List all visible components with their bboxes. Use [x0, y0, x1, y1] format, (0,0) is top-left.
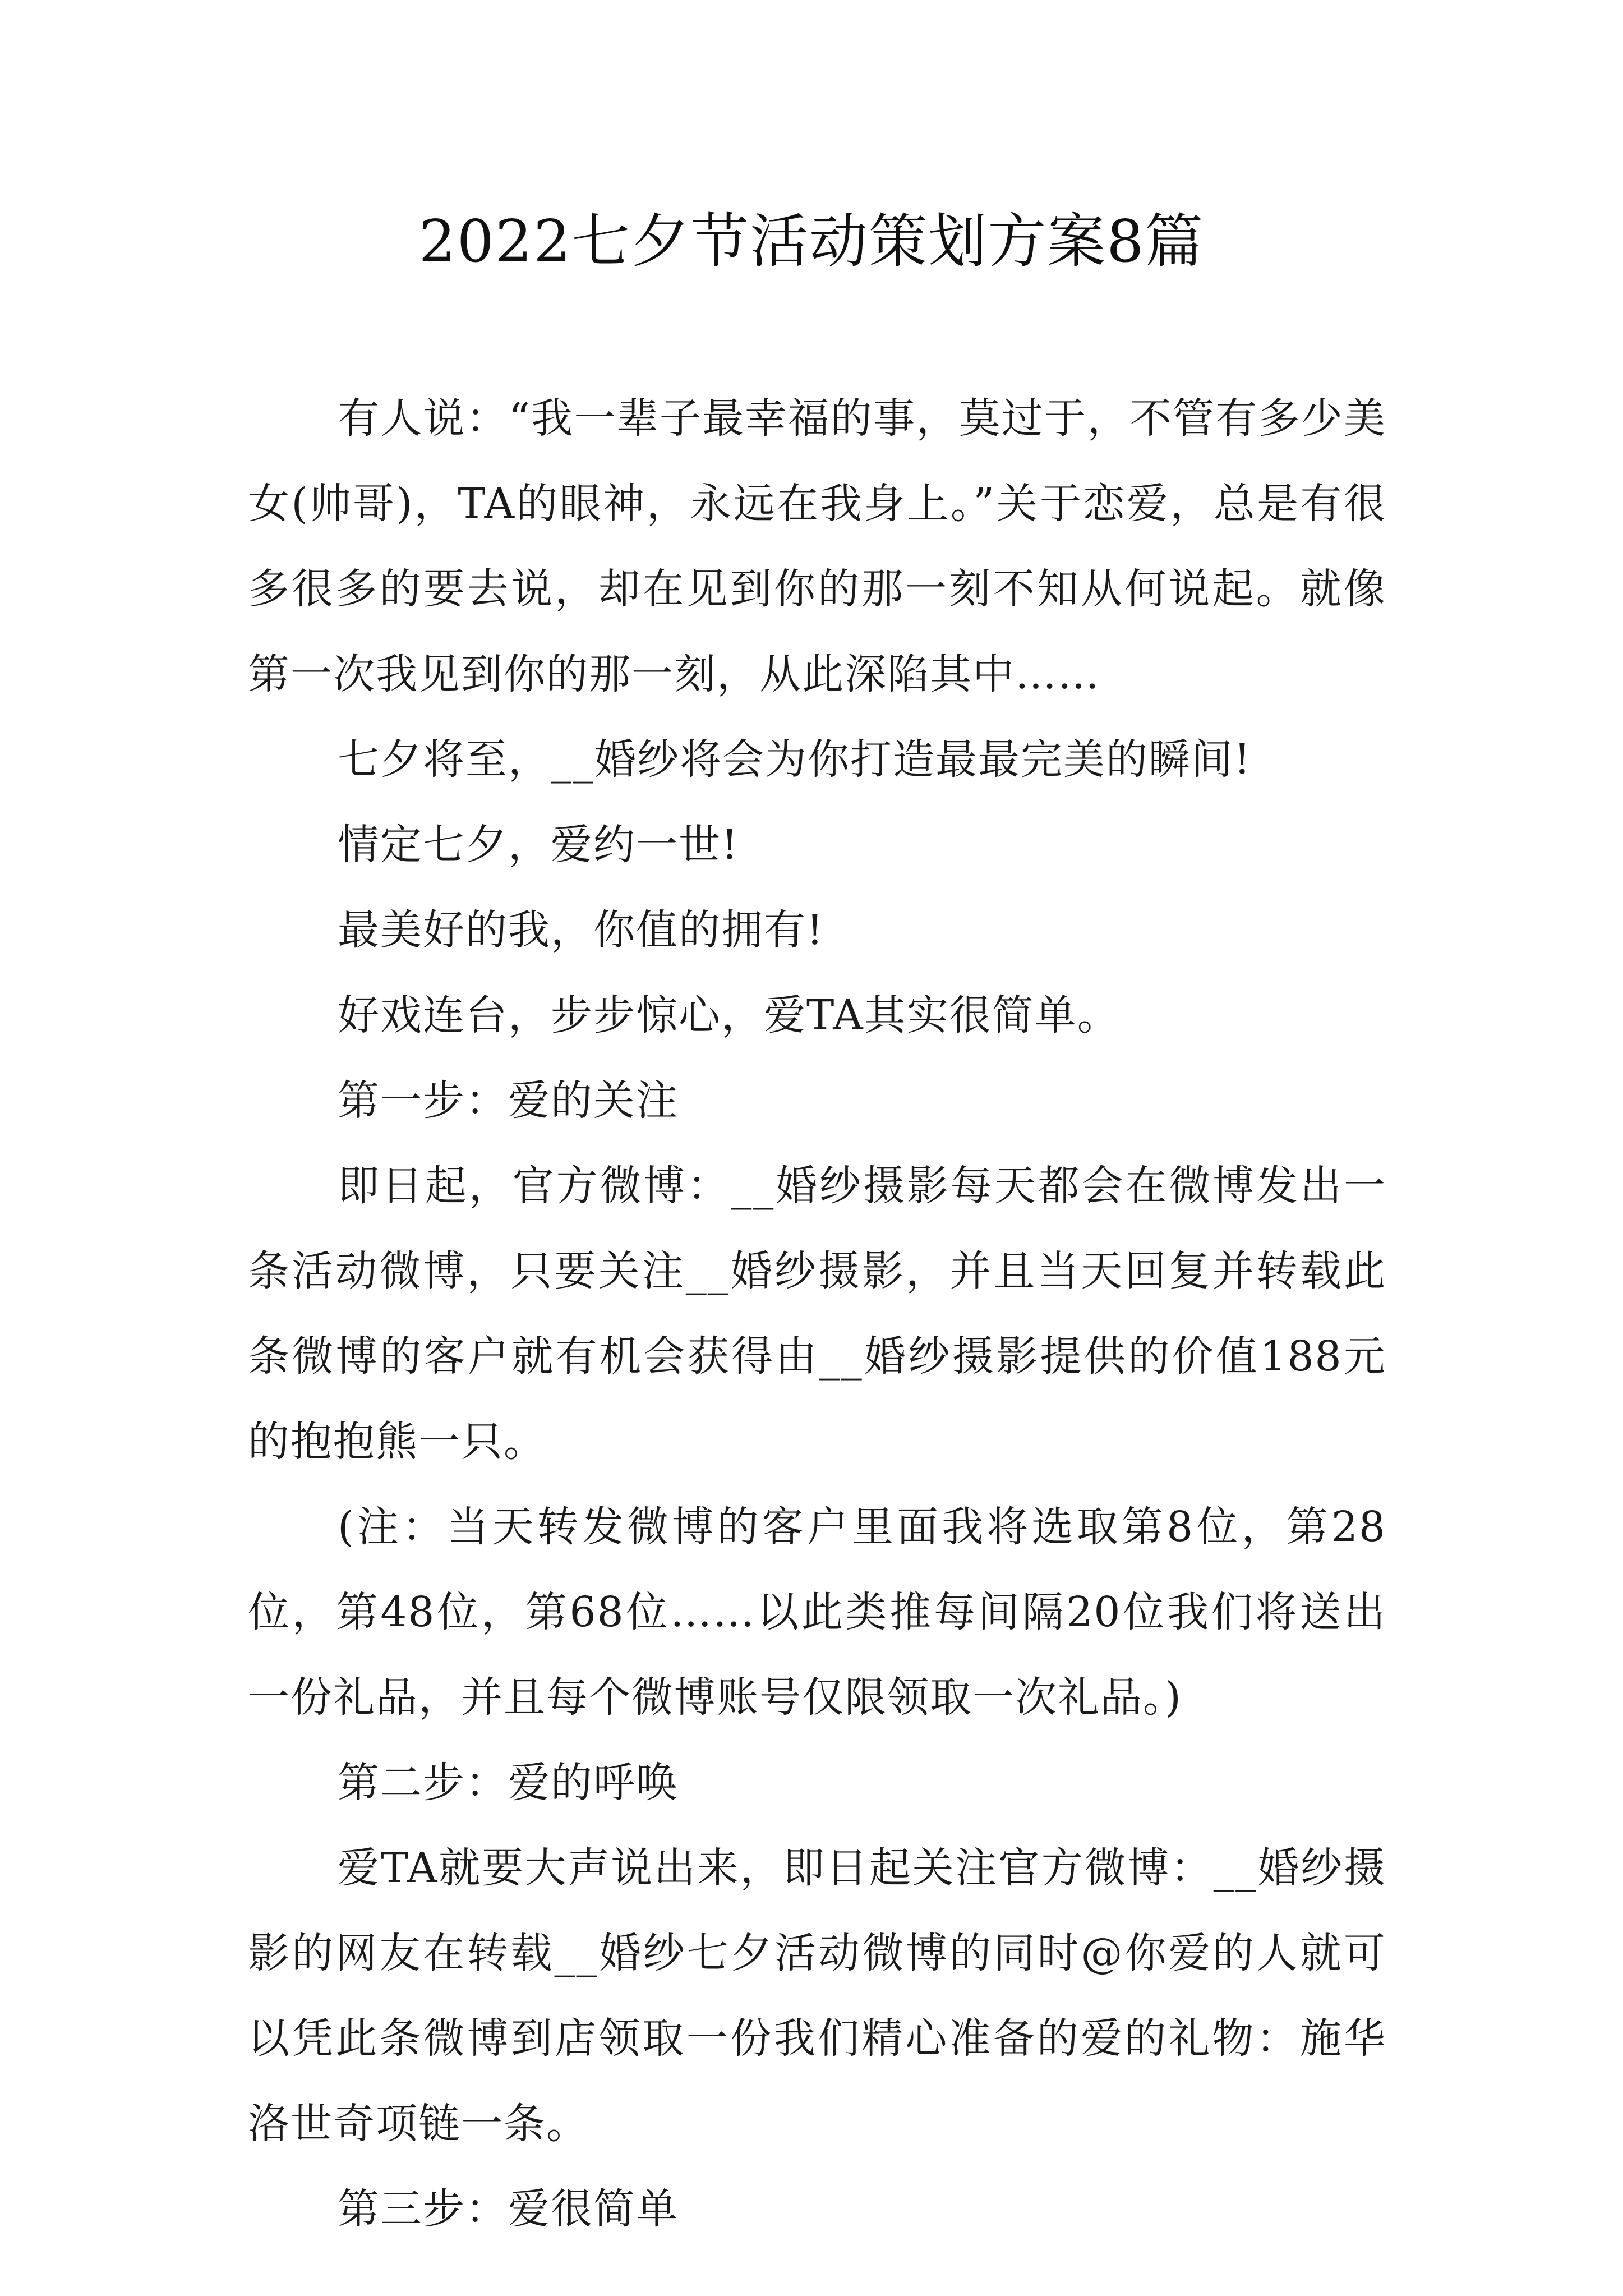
- document-body: [248, 376, 1386, 2252]
- paragraph-slogan-1: 情定七夕，爱约一世!: [338, 821, 739, 869]
- heading-step-2: 第二步：爱的呼唤: [338, 1759, 679, 1807]
- paragraph-step-1-detail: 即日起，官方微博：__婚纱摄影每天都会在微博发出一条活动微博，只要关注__婚纱摄影，并且当天回复并转载此条微博的客户就有机会获得由__婚纱摄影提供的价值188元的抱抱熊一只。: [248, 1162, 1386, 1466]
- paragraph-slogan-3: 好戏连台，步步惊心，爱TA其实很简单。: [338, 991, 1120, 1039]
- heading-step-1: 第一步：爱的关注: [338, 1076, 679, 1125]
- paragraph-step-2-detail: 爱TA就要大声说出来，即日起关注官方微博：__婚纱摄影的网友在转载__婚纱七夕活动微博的同时@你爱的人就可以凭此条微博到店领取一份我们精心准备的爱的礼物：施华洛世奇项链一条。: [248, 1844, 1386, 2148]
- paragraph-qixi-coming: 七夕将至，__婚纱将会为你打造最最完美的瞬间!: [338, 735, 1252, 784]
- paragraph-step-1-note: (注：当天转发微博的客户里面我将选取第8位，第28位，第48位，第68位……以此类推每间隔20位我们将送出一份礼品，并且每个微博账号仅限领取一次礼品。): [248, 1503, 1386, 1722]
- paragraph-intro: 有人说：“我一辈子最幸福的事，莫过于，不管有多少美女(帅哥)，TA的眼神，永远在我身上。”关于恋爱，总是有很多很多的要去说，却在见到你的那一刻不知从何说起。就像第一次我见到你的那一刻，从此深陷其中……: [248, 394, 1386, 698]
- heading-step-3: 第三步：爱很简单: [338, 2185, 679, 2233]
- paragraph-slogan-2: 最美好的我，你值的拥有!: [338, 906, 824, 954]
- document-title: 2022七夕节活动策划方案8篇: [418, 207, 1205, 275]
